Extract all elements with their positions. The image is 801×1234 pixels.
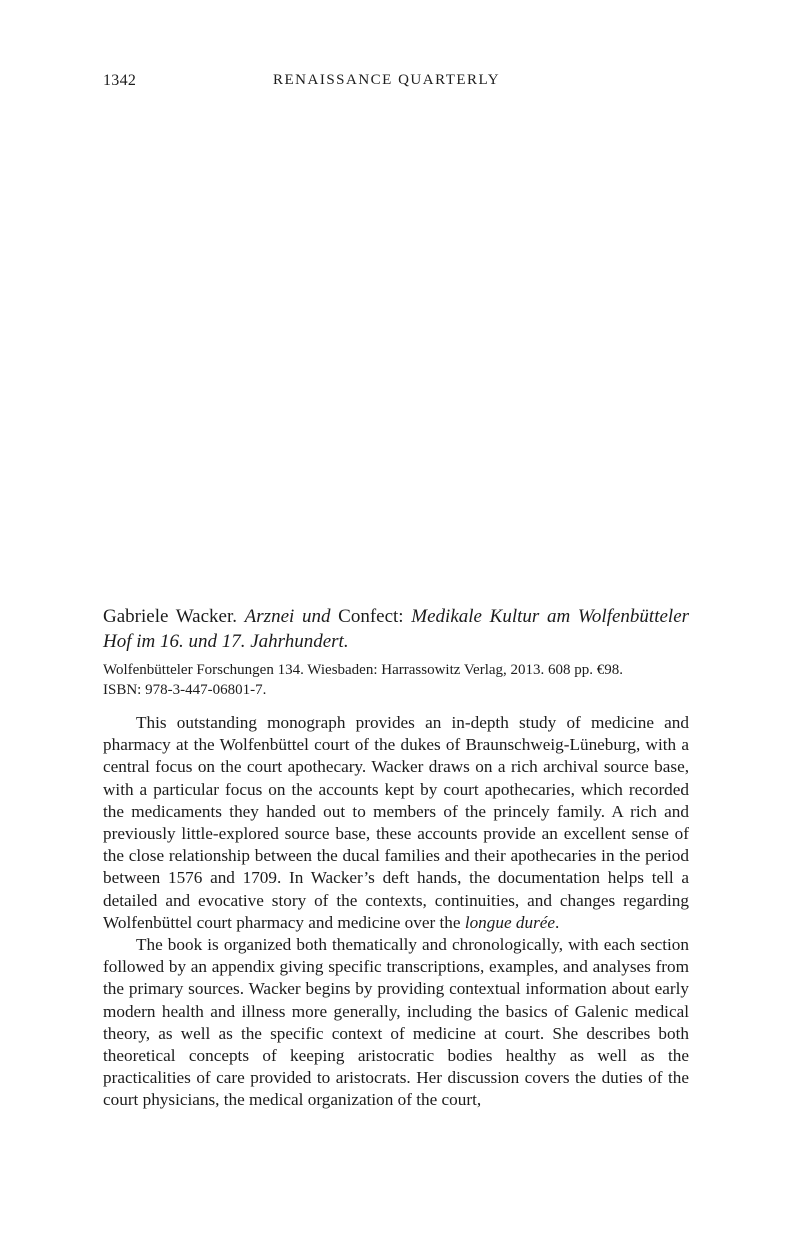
author-name: Gabriele Wacker. [103, 606, 237, 627]
book-review [103, 604, 689, 1112]
isbn: ISBN: 978-3-447-06801-7. [103, 682, 267, 698]
citation-title [103, 604, 689, 654]
title-part-1: Arznei und [244, 606, 331, 627]
title-part-3: Medikale Kultur am Wolfenbütteler Hof im 16. und 17. Jahrhundert. [103, 606, 690, 652]
running-head [103, 72, 689, 94]
page-number: 1342 [103, 72, 137, 89]
review-body [103, 712, 689, 1112]
publication-info: Wolfenbütteler Forschungen 134. Wiesbaden: Harrassowitz Verlag, 2013. 608 pp. €98. [103, 662, 624, 678]
paragraph-1-italic: longue durée [464, 912, 556, 932]
paragraph-1 [103, 712, 689, 934]
paragraph-2: The book is organized both thematically and chronologically, with each section followed by an appendix giving specific transcriptions, examples, and analyses from the primary sources. Wacker begins by providing contextual information about early modern health and illness more generally, including the basics of Galenic medical theory, as well as the specific context of medicine at court. She describes both theoretical concepts of keeping aristocratic bodies healthy as well as the practicalities of care provided to aristocrats. Her discussion covers the duties of the court physicians, the medical organization of the court, [103, 935, 689, 1110]
journal-title: RENAISSANCE QUARTERLY [273, 72, 501, 88]
title-part-2: Confect: [338, 606, 404, 627]
publication-details [103, 660, 689, 700]
paragraph-1-end: . [555, 912, 560, 932]
paragraph-1-text: This outstanding monograph provides an in-depth study of medicine and pharmacy at the Wolfenbüttel court of the dukes of Braunschweig-Lüneburg, with a central focus on the court apothecary. Wacker draws on a rich archival source base, with a particular focus on the accounts kept by court apothecaries, which recorded the medicaments they handed out to members of the princely family. A rich and previously little-explored source base, these accounts provide an excellent sense of the close relationship between the ducal families and their apothecaries in the period between 1576 and 1709. In Wacker’s deft hands, the documentation helps tell a detailed and evocative story of the contexts, continuities, and changes regarding Wolfenbüttel court pharmacy and medicine over the [103, 713, 689, 932]
